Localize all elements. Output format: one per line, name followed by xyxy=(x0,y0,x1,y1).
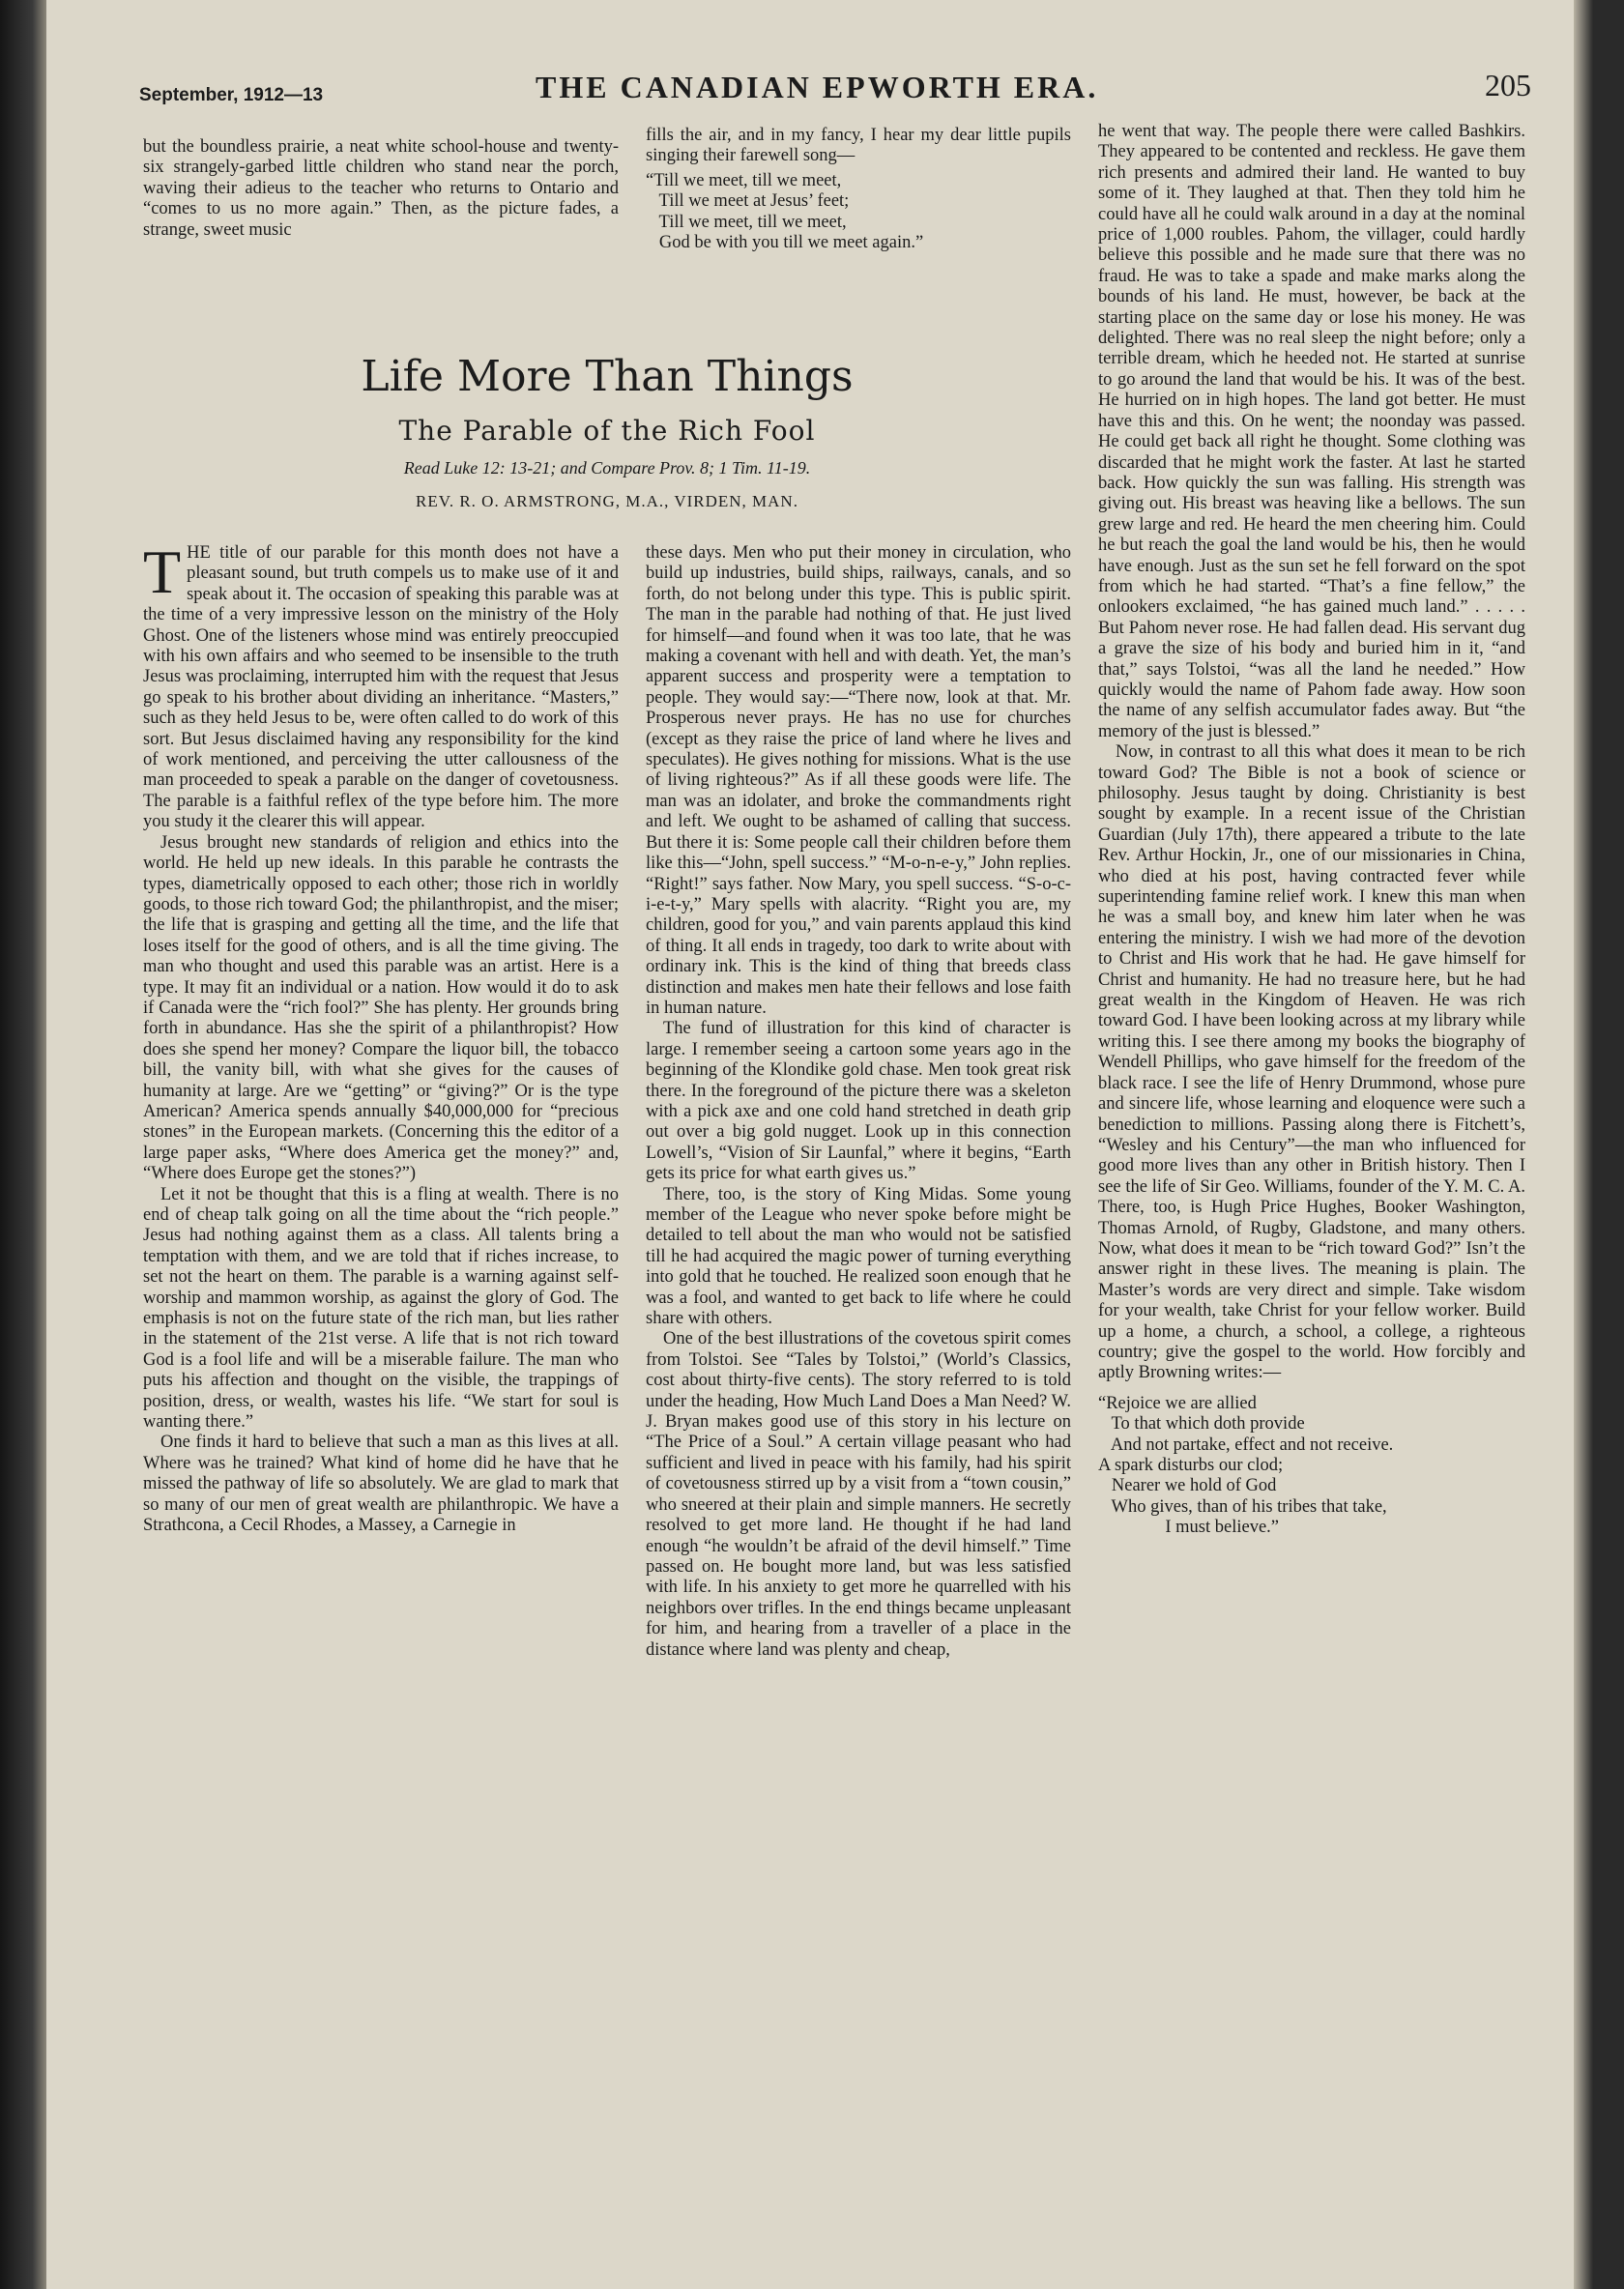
page-edge-shadow xyxy=(1574,0,1593,2289)
page-number: 205 xyxy=(1485,68,1531,102)
article-paragraph: One finds it hard to believe that such a man as this lives at all. Where was he trained? What kind of home did he have that he missed the pathway of life so absolutely. We are glad to mark that so many of our men of great wealth are philanthropic. We have a Strathcona, a Cecil Rhodes, a Massey, a Carnegie in xyxy=(143,1433,619,1536)
article-paragraph: he went that way. The people there were called Bashkirs. They appeared to be contented and reckless. He gave them rich presents and admired their land. He wanted to buy some of it. They laughed at that. Then they told him he could have all he could walk around in a day at the nominal price of 1,000 roubles. Pahom, the villager, could hardly believe this possible and he made sure that there was no fraud. He was to take a spade and make marks along the bounds of his land. He must, however, be back at the starting place on the same day or lose his money. He was delighted. There was no real sleep the night before; only a terrible dream, which he heeded not. He started at sunrise to go around the land that would be his. It was of the best. He hurried on in high hopes. The land got better. He must have this and this. On he went; the noonday was passed. He could get back all right he thought. Some clothing was discarded that he might work the faster. At last he started back. How quickly the sun was falling. His strength was giving out. His breast was heaving like a bellows. The sun grew large and red. He heard the men cheering him. Could he but reach the goal the land would be his, then he would have enough. Just as the sun set he fell forward on the spot from which he had started. “That’s a fine fellow,” the onlookers exclaimed, “he has gained much land.” . . . . . But Pahom never rose. He had fallen dead. His servant dug a grave the size of his body and buried him in it, “and that,” says Tolstoi, “was all the land he needed.” How quickly would the name of Pahom fade away. How soon the name of any selfish accumulator fades away. But “the memory of the just is blessed.” xyxy=(1098,122,1525,741)
article-paragraph: these days. Men who put their money in circulation, who build up industries, build ships, railways, canals, and so forth, do not belong under this type. This is public spirit. The man in the parable had nothing of that. He just lived for himself—and found when it was too late, that he was making a covenant with hell and with death. Yet, the man’s apparent success and prosperity were a temptation to people. They would say:—“There now, look at that. Mr. Prosperous never prays. He has no use for churches (except as they raise the price of land where he lives and speculates). He gives nothing for missions. What is the use of living righteous?” As if all these goods were life. The man was an idolater, and broke the commandments right and left. We ought to be ashamed of calling that success. But there it is: Some people call their children before them like this—“John, spell success.” “M-o-n-e-y,” John replies. “Right!” says father. Now Mary, you spell success. “S-o-c-i-e-t-y,” Mary spells with alacrity. “Right you are, my children, good for you,” and vain parents applaud this kind of thing. It all ends in tragedy, too dark to write about with ordinary ink. This is the kind of thing that breeds class distinction and makes men hate their fellows and lose faith in human nature. xyxy=(646,543,1071,1018)
verse-line: “Till we meet, till we meet, xyxy=(646,170,842,190)
verse-line: Till we meet at Jesus’ feet; xyxy=(646,191,850,212)
verse-line: “Rejoice we are allied xyxy=(1098,1393,1257,1413)
browning-verse xyxy=(1098,1394,1525,1539)
verse-line: God be with you till we meet again.” xyxy=(646,233,924,253)
previous-article-ending-middle xyxy=(646,126,1071,253)
article-heading xyxy=(143,352,1071,511)
article-column-2 xyxy=(646,543,1071,1661)
verse-line: I must believe.” xyxy=(1098,1518,1280,1538)
article-paragraph: Jesus brought new standards of religion and ethics into the world. He held up new ideals. In this parable he contrasts the types, diametrically opposed to each other; those rich in worldly goods, to those rich toward God; the philanthropist, and the miser; the life that is grasping and getting all the time, and the life that loses itself for the good of others, and is all the time giving. The man who thought and used this parable was an artist. Here is a type. It may fit an individual or a nation. How would it do to ask if Canada were the “rich fool?” She has plenty. Her grounds bring forth in abundance. Has she the spirit of a philanthropist? How does she spend her money? Compare the liquor bill, the tobacco bill, the vanity bill, with what she gives for the causes of humanity at large. Are we “getting” or “giving?” Or is the type American? America spends annually $40,000,000 for “precious stones” in the European markets. (Concerning this the editor of a large paper asks, “Where does America get the money?” and, “Where does Europe get the stones?”) xyxy=(143,832,619,1184)
previous-article-text: but the boundless prairie, a neat white school-house and twenty-six strangely-garbed little children who stand near the porch, waving their adieus to the teacher who returns to Ontario and “comes to us no more again.” Then, as the picture fades, a strange, sweet music xyxy=(143,137,619,240)
article-paragraph: One of the best illustrations of the covetous spirit comes from Tolstoi. See “Tales by Tolstoi,” (World’s Classics, cost about thirty-five cents). The story referred to is told under the heading, How Much Land Does a Man Need? W. J. Bryan makes good use of this story in his lecture on “The Price of a Soul.” A certain village peasant who had sufficient and lived in peace with his family, had his spirit of covetousness stirred up by a visit from a “town cousin,” who sneered at their plain and simple manners. He secretly resolved to get more land. He thought if he had land enough “he wouldn’t be afraid of the devil himself.” Time passed on. He bought more land, but was less satisfied with life. In his anxiety to get more he quarrelled with his neighbors over trifles. In the end things became unpleasant for him, and hearing from a traveller of a place in the distance where land was plenty and cheap, xyxy=(646,1329,1071,1660)
article-paragraph: There, too, is the story of King Midas. Some young member of the League who never spoke before might be detailed to tell about the man who would not be satisfied till he had acquired the magic power of turning everything into gold that he touched. He realized soon enough that he was a fool, and wanted to get back to life where he could share with others. xyxy=(646,1184,1071,1329)
drop-cap: T xyxy=(143,537,182,606)
previous-article-ending-left xyxy=(143,137,619,241)
article-paragraph: The fund of illustration for this kind of character is large. I remember seeing a cartoon some years ago in the beginning of the Klondike gold chase. Men took great risk there. In the foreground of the picture there was a skeleton with a pick axe and one cold hand stretched in death grip out over a big gold nugget. Look up in this connection Lowell’s, “Vision of Sir Launfal,” where it begins, “Earth gets its price for what earth gives us.” xyxy=(646,1019,1071,1184)
article-column-1 xyxy=(143,537,619,1537)
verse-line: A spark disturbs our clod; xyxy=(1098,1456,1284,1475)
article-subtitle: The Parable of the Rich Fool xyxy=(398,415,816,447)
article-paragraph xyxy=(143,537,619,833)
article-author: REV. R. O. ARMSTRONG, M.A., VIRDEN, MAN. xyxy=(416,492,798,510)
header-date: September, 1912—13 xyxy=(139,85,324,105)
article-paragraph: Now, in contrast to all this what does it mean to be rich toward God? The Bible is not a book of science or philosophy. Jesus taught by doing. Christianity is best sought by example. In a recent issue of the Christian Guardian (July 17th), there appeared a tribute to the late Rev. Arthur Hockin, Jr., one of our missionaries in China, who died at his post, having contracted fever while superintending famine relief work. I knew this man when he was a small boy, and knew him later when he was entering the ministry. I wish we had more of the devotion to Christ and His work that he had. He gave himself for Christ and humanity. He had no treasure here, but he had great wealth in the Kingdom of Heaven. He was rich toward God. I have been looking across at my library while writing this. I see there among my books the biography of Wendell Phillips, who gave himself for the freedom of the black race. I see the life of Henry Drummond, whose pure and sincere life, whose learning and eloquence were such a benediction to millions. Passing along there is Fitchett’s, “Wesley and his Century”—the man who influenced for good more lives than any other in British history. Then I see the life of Sir Geo. Williams, founder of the Y. M. C. A. There, too, is Hugh Price Hughes, Booker Washington, Thomas Arnold, of Rugby, Gladstone, and many others. Now, what does it mean to be “rich toward God?” Isn’t the answer right in these lives. The meaning is plain. The Master’s words are very direct and simple. Take wisdom for your wealth, take Christ for your fellow worker. Build up a home, a church, a school, a college, a righteous country; give the gospel to the world. How forcibly and aptly Browning writes:— xyxy=(1098,742,1525,1383)
running-header xyxy=(139,68,1531,116)
verse-line: And not partake, effect and not receive. xyxy=(1098,1434,1394,1455)
book-spine xyxy=(0,0,46,2289)
article-column-3 xyxy=(1098,122,1525,1539)
article-paragraph: Let it not be thought that this is a fling at wealth. There is no end of cheap talk going on all the time about the “rich people.” Jesus had nothing against them as a class. All talents bring a temptation with them, and we are told that if riches increase, to set not the heart on them. The parable is a warning against self-worship and mammon worship, as against the glory of God. The emphasis is not on the future state of the rich man, but lies rather in the statement of the 21st verse. A life that is not rich toward God is a fool life and will be a miserable failure. The man who puts his affection and thought on the visible, the trappings of position, dress, or wealth, wastes his life. “We start for soul is wanting there.” xyxy=(143,1184,619,1433)
verse-line: Till we meet, till we meet, xyxy=(646,212,847,232)
verse-line: To that which doth provide xyxy=(1098,1414,1305,1434)
header-title: THE CANADIAN EPWORTH ERA. xyxy=(536,70,1099,104)
paragraph-text: HE title of our parable for this month does not have a pleasant sound, but truth compels us to make use of it and speak about it. The occasion of speaking this parable was at the time of a very impressive lesson on the ministry of the Holy Ghost. One of the listeners whose mind was entirely preoccupied with his own affairs and who seemed to be insensible to the truth Jesus was proclaiming, interrupted him with the request that Jesus go speak to his brother about dividing an inheritance. “Masters,” such as they held Jesus to be, were often called to do work of this sort. But Jesus disclaimed having any responsibility for the kind of work mentioned, and perceiving the utter callousness of the man proceeded to speak a parable on the danger of covetousness. The parable is a faithful reflex of the type before him. The more you study it the clearer this will appear. xyxy=(143,543,619,832)
previous-article-text-continued: fills the air, and in my fancy, I hear my dear little pupils singing their farewell song— xyxy=(646,126,1071,166)
verse-line: Who gives, than of his tribes that take, xyxy=(1098,1496,1387,1517)
verse-line: Nearer we hold of God xyxy=(1098,1476,1277,1496)
scripture-reading: Read Luke 12: 13-21; and Compare Prov. 8; 1 Tim. 11-19. xyxy=(403,458,811,478)
article-title: Life More Than Things xyxy=(361,352,854,401)
magazine-page xyxy=(46,0,1593,2289)
farewell-song-verse xyxy=(646,171,1071,254)
